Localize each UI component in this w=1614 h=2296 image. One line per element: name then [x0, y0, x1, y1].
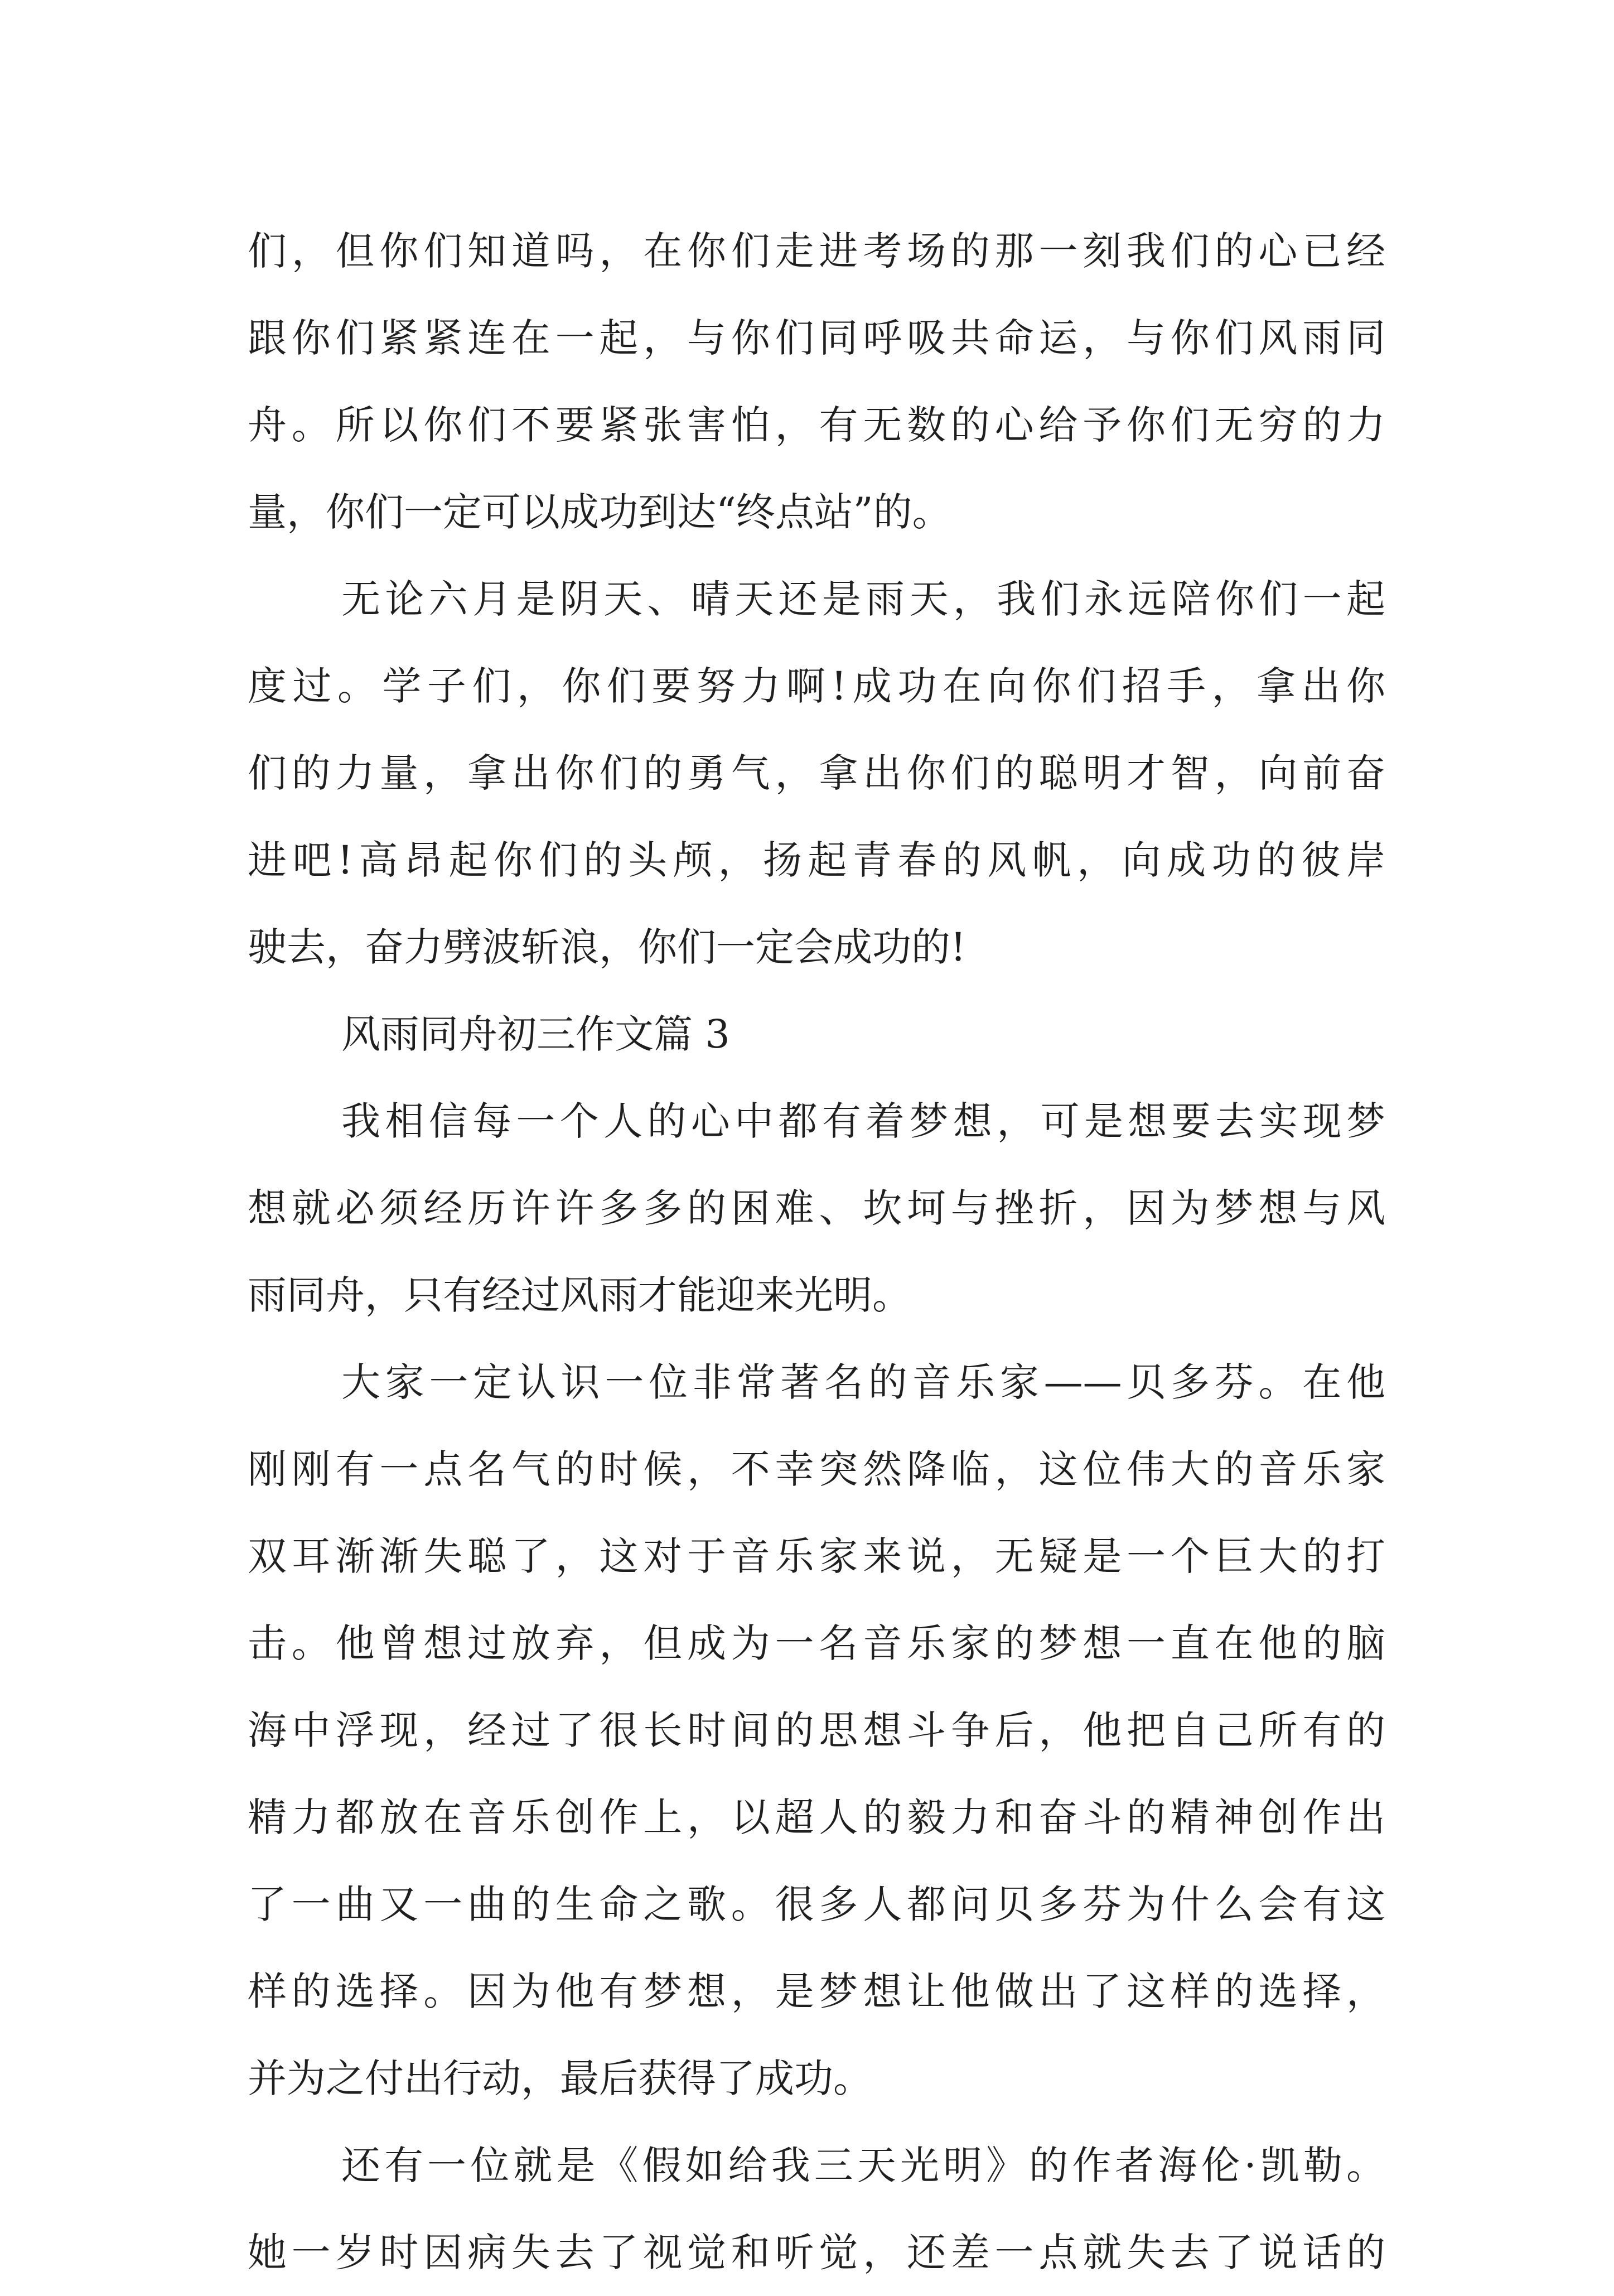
text-line: 大家一定认识一位非常著名的音乐家——贝多芬。在他 [341, 1359, 1385, 1405]
text-line: 们，但你们知道吗，在你们走进考场的那一刻我们的心已经 [248, 228, 1385, 274]
text-line: 量，你们一定可以成功到达“终点站”的。 [248, 489, 951, 535]
text-line: 刚刚有一点名气的时候，不幸突然降临，这位伟大的音乐家 [248, 1446, 1385, 1492]
text-line: 双耳渐渐失聪了，这对于音乐家来说，无疑是一个巨大的打 [248, 1533, 1385, 1579]
text-line: 们的力量，拿出你们的勇气，拿出你们的聪明才智，向前奋 [248, 750, 1385, 796]
text-line: 我相信每一个人的心中都有着梦想，可是想要去实现梦 [341, 1098, 1385, 1144]
text-line: 了一曲又一曲的生命之歌。很多人都问贝多芬为什么会有这 [248, 1882, 1385, 1927]
text-line: 精力都放在音乐创作上，以超人的毅力和奋斗的精神创作出 [248, 1795, 1385, 1840]
text-line: 舟。所以你们不要紧张害怕，有无数的心给予你们无穷的力 [248, 402, 1385, 448]
article-body [248, 208, 1385, 2296]
text-line: 击。他曾想过放弃，但成为一名音乐家的梦想一直在他的脑 [248, 1620, 1385, 1666]
text-line: 跟你们紧紧连在一起，与你们同呼吸共命运，与你们风雨同 [248, 315, 1385, 361]
text-line: 风雨同舟初三作文篇 3 [341, 1011, 730, 1057]
text-line: 还有一位就是《假如给我三天光明》的作者海伦·凯勒。 [341, 2143, 1385, 2188]
text-line: 进吧!高昂起你们的头颅，扬起青春的风帆，向成功的彼岸 [248, 837, 1385, 883]
text-line: 并为之付出行动，最后获得了成功。 [248, 2056, 872, 2101]
text-line: 她一岁时因病失去了视觉和听觉，还差一点就失去了说话的 [248, 2230, 1385, 2275]
text-line: 无论六月是阴天、晴天还是雨天，我们永远陪你们一起 [341, 576, 1385, 622]
text-line: 驶去，奋力劈波斩浪，你们一定会成功的! [248, 924, 967, 970]
text-line: 海中浮现，经过了很长时间的思想斗争后，他把自己所有的 [248, 1707, 1385, 1753]
text-line: 样的选择。因为他有梦想，是梦想让他做出了这样的选择， [248, 1969, 1385, 2014]
text-line: 想就必须经历许许多多的困难、坎坷与挫折，因为梦想与风 [248, 1185, 1385, 1231]
text-line: 雨同舟，只有经过风雨才能迎来光明。 [248, 1272, 911, 1318]
text-line: 度过。学子们，你们要努力啊!成功在向你们招手，拿出你 [248, 663, 1385, 709]
